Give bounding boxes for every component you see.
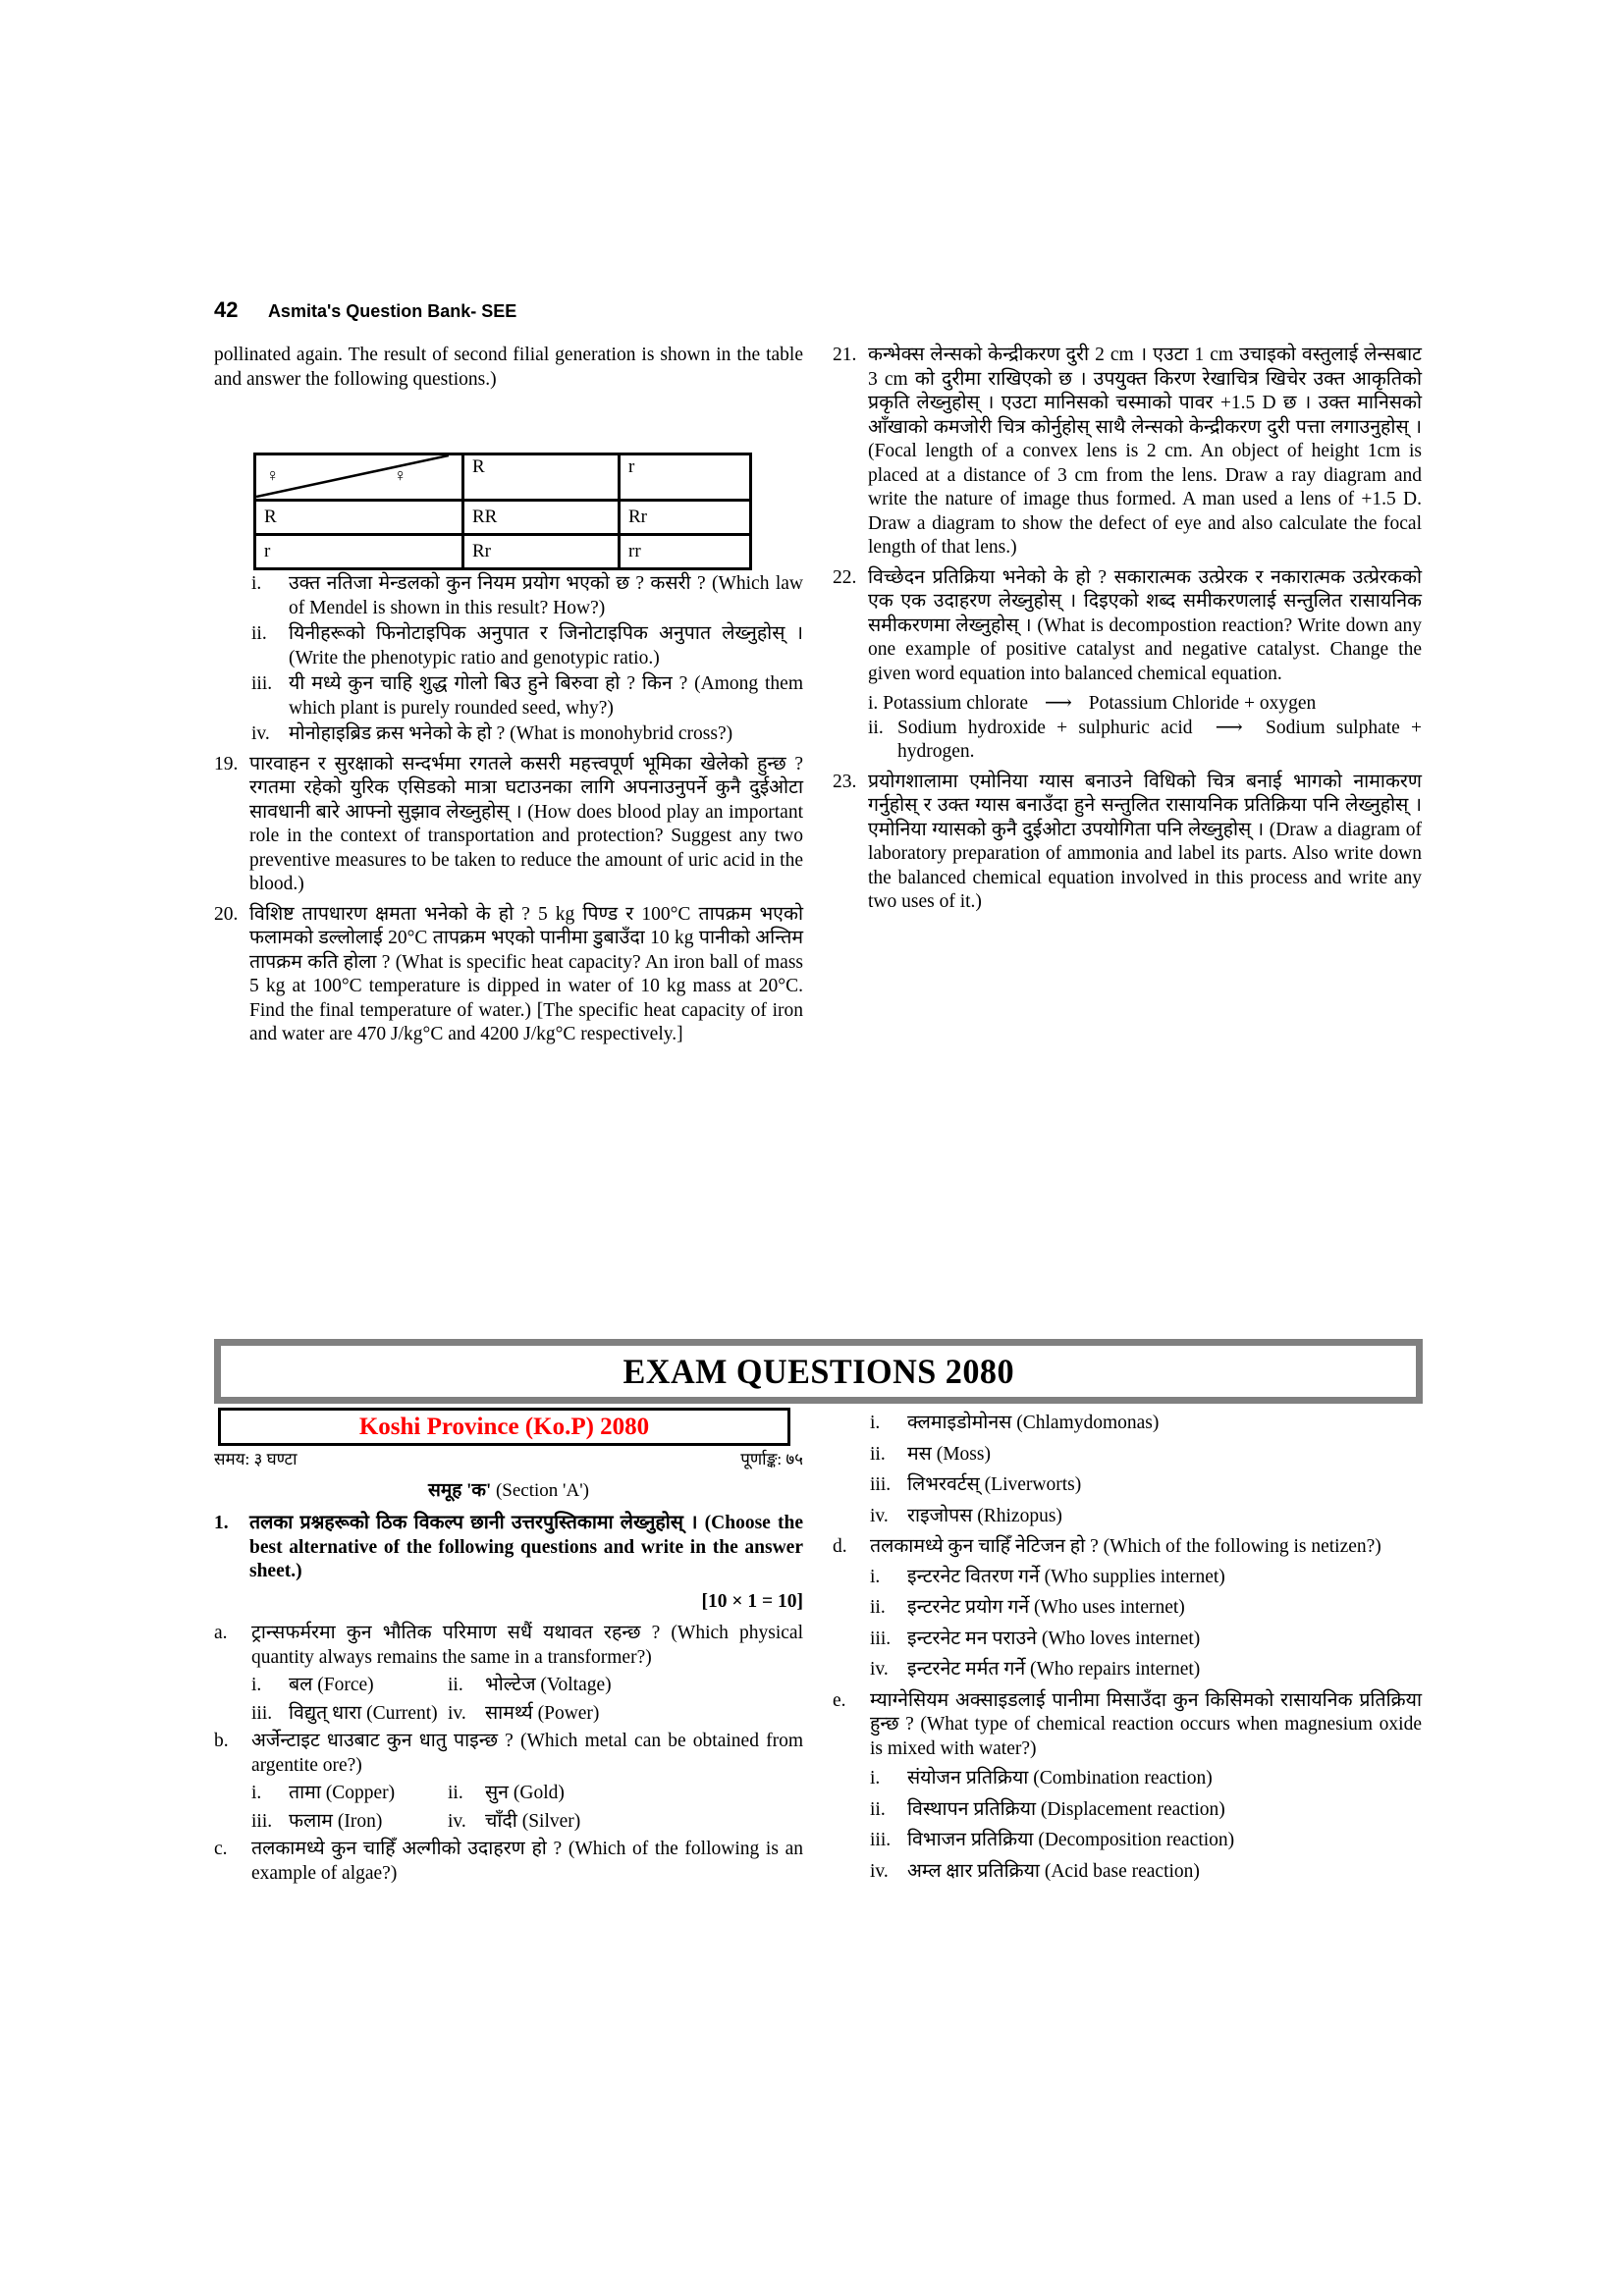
option-text: इन्टरनेट वितरण गर्ने (Who supplies internet) [907, 1566, 1225, 1587]
mcq-d [833, 1535, 1422, 1560]
mcq-question: ट्रान्सफर्मरमा कुन भौतिक परिमाण सधैं यथावत रहन्छ ? (Which physical quantity always remains the same in a transformer?) [251, 1623, 803, 1668]
option-text: लिभरवर्टस् (Liverworts) [907, 1474, 1082, 1495]
equation-reactants: Potassium chlorate [883, 693, 1029, 714]
section-title-nepali: समूह 'क' [428, 1480, 492, 1501]
question-23 [833, 771, 1422, 915]
punnett-row [255, 501, 751, 535]
mcq-option[interactable] [251, 1702, 448, 1727]
punnett-corner-cell [255, 454, 463, 501]
equation-body [897, 717, 1422, 765]
subquestion-number: iv. [251, 723, 270, 744]
option-number: iii. [870, 1628, 892, 1649]
question-text-nepali: तलका प्रश्नहरूको ठिक विकल्प छानी उत्तरपुस्तिकामा लेख्नुहोस् । [249, 1513, 698, 1533]
subquestion [251, 622, 803, 670]
option-number: iv. [870, 1659, 889, 1680]
mcq-a-options [251, 1674, 803, 1726]
province-title-box [218, 1408, 790, 1446]
option-number: ii. [870, 1597, 886, 1618]
left-column-lower [214, 1512, 803, 1892]
mcq-question: तलकामध्ये कुन चाहिँ अल्गीको उदाहरण हो ? (Which of the following is an example of algae?) [251, 1839, 803, 1884]
mcq-option[interactable] [870, 1767, 1422, 1791]
punnett-row-label: R [255, 501, 463, 535]
word-equation [868, 717, 1422, 765]
question-text: पारवाहन र सुरक्षाको सन्दर्भमा रगतले कसरी महत्त्वपूर्ण भूमिका खेलेको हुन्छ ? रगतमा रहेको युरिक एसिडको मात्रा घटाउनका लागि अपनाउनुपर्ने कुनै दुईओटा सावधानी बारे आफ्नो सुझाव लेख्नुहोस् । (How does blood play an important role in the context of transportation and protection? Suggest any two preventive measures to be taken to reduce the amount of uric acid in the blood.) [249, 753, 803, 894]
subquestion-text: यिनीहरूको फिनोटाइपिक अनुपात र जिनोटाइपिक अनुपात लेख्नुहोस् । (Write the phenotypic ratio and genotypic ratio.) [289, 623, 803, 668]
equation-number: i. [868, 693, 879, 714]
exam-meta-row [214, 1447, 803, 1469]
book-title: Asmita's Question Bank- SEE [267, 301, 517, 321]
equation-number: ii. [868, 717, 884, 738]
punnett-header-cell: R [463, 454, 620, 501]
option-text: चाँदी (Silver) [485, 1810, 581, 1832]
option-text: विभाजन प्रतिक्रिया (Decomposition reaction) [907, 1830, 1235, 1850]
word-equation [868, 692, 1422, 717]
mcq-option[interactable] [448, 1674, 803, 1698]
option-text: इन्टरनेट प्रयोग गर्ने (Who uses internet) [907, 1597, 1185, 1618]
q22-equations [868, 692, 1422, 765]
option-number: i. [251, 1783, 262, 1803]
mcq-option[interactable] [448, 1702, 803, 1727]
arrow-icon: ⟶ [1044, 693, 1072, 714]
option-text: बल (Force) [289, 1675, 374, 1695]
page-header [214, 297, 516, 323]
option-number: i. [870, 1413, 881, 1433]
subquestion-text: मोनोहाइब्रिड क्रस भनेको के हो ? (What is monohybrid cross?) [289, 723, 733, 744]
question-number: 23. [833, 771, 857, 792]
option-number: iii. [251, 1810, 273, 1832]
option-text: विस्थापन प्रतिक्रिया (Displacement reaction) [907, 1798, 1225, 1820]
question-number: 22. [833, 566, 857, 588]
option-text: इन्टरनेट मन पराउने (Who loves internet) [907, 1628, 1201, 1649]
mcq-e-options [870, 1767, 1422, 1884]
subquestion-number: iii. [251, 673, 273, 694]
option-text: मस (Moss) [907, 1443, 991, 1465]
subquestion-text: उक्त नतिजा मेन्डलको कुन नियम प्रयोग भएको छ ? कसरी ? (Which law of Mendel is shown in this result? How?) [289, 573, 803, 618]
option-number: i. [870, 1768, 881, 1789]
mcq-option[interactable] [251, 1674, 448, 1698]
question-text: प्रयोगशालामा एमोनिया ग्यास बनाउने विधिको चित्र बनाई भागको नामाकरण गर्नुहोस् र उक्त ग्यास बनाउँदा हुने सन्तुलित रासायनिक प्रतिक्रिया पनि लेख्नुहोस् । एमोनिया ग्यासको कुनै दुईओटा उपयोगिता पनि लेख्नुहोस् । (Draw a diagram of laboratory preparation of ammonia and label its parts. Also write down the balanced chemical equation involved in this process and write any two uses of it.) [868, 771, 1422, 912]
mcq-option[interactable] [448, 1810, 803, 1835]
punnett-header-cell: r [620, 454, 751, 501]
question-text-english: (Choose the best alternative of the following questions and write in the answer sheet.) [249, 1513, 803, 1581]
option-text: इन्टरनेट मर्मत गर्ने (Who repairs internet) [907, 1659, 1201, 1680]
mcq-question: म्याग्नेसियम अक्साइडलाई पानीमा मिसाउँदा कुन किसिमको रासायनिक प्रतिक्रिया हुन्छ ? (What type of chemical reaction occurs when magnesium oxide is mixed with water?) [870, 1689, 1422, 1759]
female-symbol-icon: ♀ [394, 465, 407, 485]
option-text: सामर्थ्य (Power) [485, 1702, 600, 1724]
question-1 [214, 1512, 803, 1584]
right-column-upper [833, 344, 1422, 921]
mcq-letter: e. [833, 1689, 846, 1711]
mcq-c [214, 1838, 803, 1886]
mcq-option[interactable] [870, 1473, 1422, 1498]
option-number: ii. [448, 1675, 463, 1695]
mcq-option[interactable] [870, 1860, 1422, 1885]
question-number: 21. [833, 345, 857, 365]
option-number: ii. [870, 1443, 886, 1465]
diagonal-line-icon [256, 455, 449, 499]
option-number: i. [870, 1566, 881, 1587]
banner-title: EXAM QUESTIONS 2080 [623, 1352, 1014, 1391]
question-text: विच्छेदन प्रतिक्रिया भनेको के हो ? सकारात्मक उत्प्रेरक र नकारात्मक उत्प्रेरकको एक एक उदाहरण लेख्नुहोस् । दिइएको शब्द समीकरणलाई सन्तुलित रासायनिक समीकरणमा लेख्नुहोस् । (What is decompostion reaction? Write down any one example of positive catalyst and negative catalyst. Change the given word equation into balanced chemical equation. [868, 566, 1422, 684]
option-text: विद्युत् धारा (Current) [289, 1702, 438, 1724]
option-number: ii. [870, 1798, 886, 1820]
option-number: iv. [448, 1810, 466, 1832]
equation-products: Sodium sulphate + hydrogen. [897, 717, 1423, 762]
mcq-option[interactable] [448, 1782, 803, 1806]
punnett-cell: Rr [463, 535, 620, 569]
mcq-b [214, 1730, 803, 1778]
punnett-table [253, 453, 752, 570]
subquestion [251, 572, 803, 620]
equation-products: Potassium Chloride + oxygen [1088, 693, 1317, 714]
section-title [214, 1476, 803, 1502]
mcq-option[interactable] [870, 1566, 1422, 1590]
mcq-option[interactable] [870, 1829, 1422, 1853]
punnett-row-label: r [255, 535, 463, 569]
mcq-letter: b. [214, 1731, 229, 1751]
exam-full-marks: पूर्णाङ्क: ७५ [740, 1450, 803, 1468]
exam-questions-banner [214, 1339, 1423, 1404]
option-text: सुन (Gold) [485, 1783, 565, 1803]
punnett-cell: rr [620, 535, 751, 569]
mcq-option[interactable] [870, 1628, 1422, 1652]
page-number: 42 [214, 297, 239, 322]
equation-reactants: Sodium hydroxide + sulphuric acid [897, 717, 1193, 738]
option-text: क्लमाइडोमोनस (Chlamydomonas) [907, 1413, 1160, 1433]
mcq-option[interactable] [251, 1782, 448, 1806]
section-title-english: (Section 'A') [495, 1480, 589, 1501]
option-number: iii. [870, 1830, 892, 1850]
option-number: iv. [448, 1702, 466, 1724]
subquestion-text: यी मध्ये कुन चाहि शुद्ध गोलो बिउ हुने बिरुवा हो ? किन ? (Among them which plant is purely rounded seed, why?) [289, 673, 803, 719]
mcq-option[interactable] [870, 1443, 1422, 1468]
question-19 [214, 753, 803, 897]
question-text: कन्भेक्स लेन्सको केन्द्रीकरण दुरी 2 cm । एउटा 1 cm उचाइको वस्तुलाई लेन्सबाट 3 cm को दुरीमा राखिएको छ । उपयुक्त किरण रेखाचित्र खिचेर उक्त आकृतिको प्रकृति लेख्नुहोस् । एउटा मानिसको चस्माको पावर +1.5 D छ । उक्त मानिसको आँखाको कमजोरी चित्र कोर्नुहोस् साथै लेन्सको केन्द्रीकरण दुरी पत्ता लगाउनुहोस् । (Focal length of a convex lens is 2 cm. An object of height 1cm is placed at a distance of 3 cm from the lens. Draw a ray diagram and write the nature of image thus formed. A man used a lens of +1.5 D. Draw a diagram to show the defect of eye and also calculate the focal length of that lens.) [868, 345, 1422, 558]
subquestion-number: i. [251, 573, 262, 594]
mcq-a [214, 1622, 803, 1670]
question-body [249, 1512, 803, 1584]
mcq-question: तलकामध्ये कुन चाहिँ नेटिजन हो ? (Which of the following is netizen?) [870, 1536, 1381, 1557]
exam-time: समय: ३ घण्टा [214, 1450, 298, 1468]
mcq-d-options [870, 1566, 1422, 1682]
punnett-row [255, 535, 751, 569]
punnett-cell: Rr [620, 501, 751, 535]
mcq-letter: c. [214, 1839, 228, 1859]
option-number: iv. [870, 1860, 889, 1882]
question-22 [833, 566, 1422, 687]
option-text: संयोजन प्रतिक्रिया (Combination reaction) [907, 1768, 1213, 1789]
q18-intro-text: pollinated again. The result of second filial generation is shown in the table and answer the following questions.) [214, 345, 803, 390]
left-column-upper [214, 344, 803, 1053]
question-text: विशिष्ट तापधारण क्षमता भनेको के हो ? 5 kg पिण्ड र 100°C तापक्रम भएको फलामको डल्लोलाई 20°C तापक्रम भएको पानीमा डुबाउँदा 10 kg पानीको अन्तिम तापक्रम कति होला ? (What is specific heat capacity? An iron ball of mass 5 kg at 100°C temperature is dipped in water of 10 kg mass at 20°C. Find the final temperature of water.) [The specific heat capacity of iron and water are 470 J/kg°C and 4200 J/kg°C respectively.] [249, 903, 803, 1044]
option-number: iv. [870, 1505, 889, 1526]
question-number: 1. [214, 1513, 229, 1533]
mcq-option[interactable] [870, 1505, 1422, 1529]
option-number: ii. [448, 1783, 463, 1803]
subquestion [251, 672, 803, 721]
subquestion-number: ii. [251, 623, 267, 644]
option-text: राइजोपस (Rhizopus) [907, 1505, 1062, 1526]
mcq-option[interactable] [870, 1798, 1422, 1823]
arrow-icon: ⟶ [1215, 717, 1243, 738]
q18-subquestions [251, 572, 803, 747]
mcq-c-options [870, 1412, 1422, 1528]
subquestion [251, 722, 803, 747]
question-number: 19. [214, 753, 239, 774]
punnett-cell: RR [463, 501, 620, 535]
mcq-option[interactable] [251, 1810, 448, 1835]
question-number: 20. [214, 903, 239, 925]
mcq-option[interactable] [870, 1412, 1422, 1436]
mcq-option[interactable] [870, 1596, 1422, 1621]
option-text: भोल्टेज (Voltage) [485, 1675, 612, 1695]
mcq-question: अर्जेन्टाइट धाउबाट कुन धातु पाइन्छ ? (Which metal can be obtained from argentite ore?) [251, 1731, 803, 1776]
province-title: Koshi Province (Ko.P) 2080 [358, 1414, 650, 1440]
mcq-letter: d. [833, 1536, 847, 1557]
option-text: अम्ल क्षार प्रतिक्रिया (Acid base reaction) [907, 1860, 1200, 1882]
question-21 [833, 344, 1422, 561]
marks-allocation: [10 × 1 = 10] [701, 1590, 803, 1612]
female-symbol-icon: ♀ [266, 465, 280, 485]
mcq-b-options [251, 1782, 803, 1834]
option-number: i. [251, 1675, 262, 1695]
mcq-e [833, 1689, 1422, 1762]
mcq-letter: a. [214, 1623, 228, 1643]
option-text: फलाम (Iron) [289, 1810, 383, 1832]
option-number: iii. [251, 1702, 273, 1724]
option-number: iii. [870, 1474, 892, 1495]
mcq-option[interactable] [870, 1658, 1422, 1682]
question-20 [214, 903, 803, 1047]
right-column-lower [833, 1412, 1422, 1891]
option-text: तामा (Copper) [289, 1783, 396, 1803]
